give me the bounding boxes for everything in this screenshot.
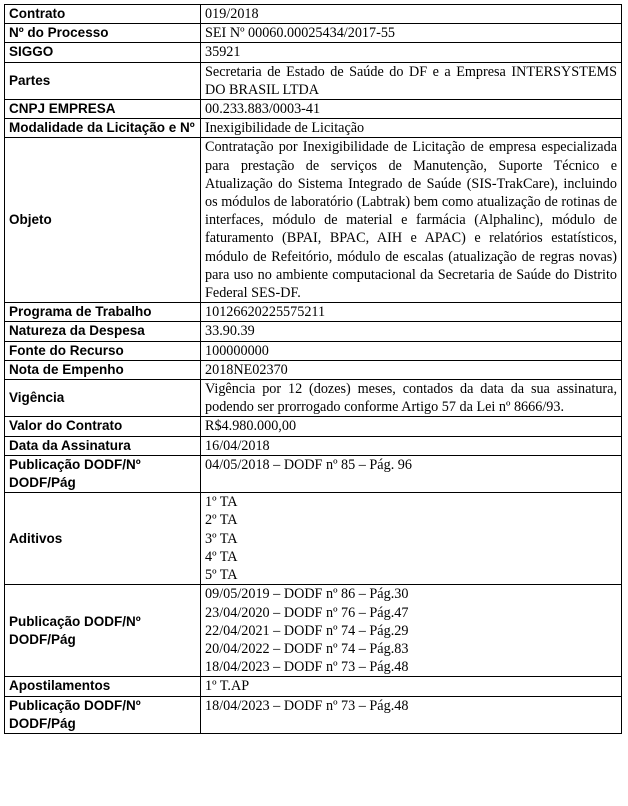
row-label: Nota de Empenho bbox=[5, 360, 201, 379]
row-value: 00.233.883/0003-41 bbox=[201, 100, 622, 119]
row-publicacao-apostilamento bbox=[5, 696, 622, 733]
row-label: Modalidade da Licitação e Nº bbox=[5, 119, 201, 138]
row-value: 10126620225575211 bbox=[201, 303, 622, 322]
publicacao-item: 23/04/2020 – DODF nº 76 – Pág.47 bbox=[205, 604, 409, 621]
row-value: 2018NE02370 bbox=[201, 360, 622, 379]
row-label: Publicação DODF/Nº DODF/Pág bbox=[5, 585, 201, 677]
aditivo-item: 3º TA bbox=[205, 530, 238, 547]
row-data-assinatura bbox=[5, 436, 622, 455]
row-value: 019/2018 bbox=[201, 5, 622, 24]
row-publicacao-contrato bbox=[5, 455, 622, 492]
row-label: Fonte do Recurso bbox=[5, 341, 201, 360]
row-siggo bbox=[5, 43, 622, 62]
row-value bbox=[201, 585, 622, 677]
publicacao-item: 20/04/2022 – DODF nº 74 – Pág.83 bbox=[205, 640, 409, 657]
row-value: Secretaria de Estado de Saúde do DF e a Empresa INTERSYSTEMS DO BRASIL LTDA bbox=[201, 62, 622, 99]
row-label: Objeto bbox=[5, 138, 201, 303]
row-value: 16/04/2018 bbox=[201, 436, 622, 455]
publicacao-item: 09/05/2019 – DODF nº 86 – Pág.30 bbox=[205, 586, 409, 603]
row-objeto bbox=[5, 138, 622, 303]
row-value: Vigência por 12 (dozes) meses, contados da data da sua assinatura, podendo ser prorrogado conforme Artigo 57 da Lei nº 8666/93. bbox=[201, 380, 622, 417]
aditivo-item: 5º TA bbox=[205, 567, 238, 584]
row-value: 18/04/2023 – DODF nº 73 – Pág.48 bbox=[201, 696, 622, 733]
row-cnpj-empresa bbox=[5, 100, 622, 119]
row-apostilamentos bbox=[5, 677, 622, 696]
row-value: 1º T.AP bbox=[201, 677, 622, 696]
row-value: 100000000 bbox=[201, 341, 622, 360]
row-partes bbox=[5, 62, 622, 99]
row-label: Apostilamentos bbox=[5, 677, 201, 696]
row-aditivos bbox=[5, 493, 622, 585]
row-label: Publicação DODF/Nº DODF/Pág bbox=[5, 696, 201, 733]
row-value: 35921 bbox=[201, 43, 622, 62]
row-vigencia bbox=[5, 380, 622, 417]
row-fonte-recurso bbox=[5, 341, 622, 360]
aditivo-item: 2º TA bbox=[205, 512, 238, 529]
row-label: Partes bbox=[5, 62, 201, 99]
row-value: Contratação por Inexigibilidade de Licitação de empresa especializada para prestação de serviços de Manutenção, Suporte Técnico e Atualização do Sistema Integrado de Saúde (SIS-TrakCare), incluindo os módulos de laboratório (Labtrak) bem como atualização de rotinas de interfaces, módulo de material e farmácia (Alphalinc), módulo de faturamento (BPAI, BPAC, AIH e APAC) e relatórios estatísticos, módulo de Refeitório, módulo de escalas (atualização de regras novas) para uso no ambiente computacional da Secretaria de Saúde do Distrito Federal SES-DF. bbox=[201, 138, 622, 303]
row-label: Publicação DODF/Nº DODF/Pág bbox=[5, 455, 201, 492]
row-label: CNPJ EMPRESA bbox=[5, 100, 201, 119]
row-label: SIGGO bbox=[5, 43, 201, 62]
publicacao-item: 22/04/2021 – DODF nº 74 – Pág.29 bbox=[205, 622, 409, 639]
row-label: Data da Assinatura bbox=[5, 436, 201, 455]
row-label: Nº do Processo bbox=[5, 24, 201, 43]
contract-summary-table bbox=[4, 4, 622, 734]
row-publicacao-aditivos bbox=[5, 585, 622, 677]
row-label: Programa de Trabalho bbox=[5, 303, 201, 322]
row-value: 04/05/2018 – DODF nº 85 – Pág. 96 bbox=[201, 455, 622, 492]
row-label: Contrato bbox=[5, 5, 201, 24]
row-nota-empenho bbox=[5, 360, 622, 379]
aditivo-item: 1º TA bbox=[205, 494, 238, 511]
row-value bbox=[201, 493, 622, 585]
aditivo-item: 4º TA bbox=[205, 548, 238, 565]
publicacao-item: 18/04/2023 – DODF nº 73 – Pág.48 bbox=[205, 659, 409, 676]
row-natureza-despesa bbox=[5, 322, 622, 341]
row-contrato bbox=[5, 5, 622, 24]
row-value: 33.90.39 bbox=[201, 322, 622, 341]
row-numero-processo bbox=[5, 24, 622, 43]
row-label: Natureza da Despesa bbox=[5, 322, 201, 341]
row-value: Inexigibilidade de Licitação bbox=[201, 119, 622, 138]
row-value: R$4.980.000,00 bbox=[201, 417, 622, 436]
row-label: Valor do Contrato bbox=[5, 417, 201, 436]
row-modalidade bbox=[5, 119, 622, 138]
row-label: Vigência bbox=[5, 380, 201, 417]
row-valor-contrato bbox=[5, 417, 622, 436]
row-label: Aditivos bbox=[5, 493, 201, 585]
row-value: SEI Nº 00060.00025434/2017-55 bbox=[201, 24, 622, 43]
row-programa-trabalho bbox=[5, 303, 622, 322]
